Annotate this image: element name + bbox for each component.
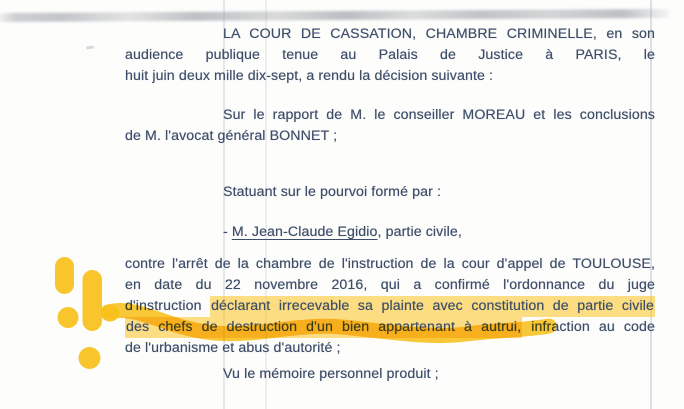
text-segment: audience publique tenue au Palais de Justice à PARIS, le (125, 47, 655, 63)
highlighted-text: déclarant irrecevable sa plainte avec constitution de partie civile (210, 296, 655, 317)
text-segment: LA COUR DE CASSATION, CHAMBRE CRIMINELLE, en son (223, 26, 655, 42)
marker-bar-icon (55, 257, 74, 294)
text-line (125, 105, 655, 126)
text-line (125, 296, 655, 317)
document-body (125, 24, 655, 385)
text-segment: Sur le rapport de M. le conseiller MOREAU et les conclusions (223, 107, 655, 123)
paragraph (125, 364, 655, 385)
paragraph (125, 24, 655, 87)
marker-swoosh-start-icon (101, 305, 120, 322)
text-segment: de l'urbanisme et abus d'autorité ; (125, 340, 341, 356)
text-line (125, 364, 655, 385)
text-segment: Statuant sur le pourvoi formé par : (223, 184, 441, 200)
text-line (125, 45, 655, 66)
text-segment: , partie civile, (377, 224, 462, 240)
paragraph (125, 222, 655, 243)
text-line (125, 222, 655, 243)
text-line (125, 182, 655, 203)
text-segment: infraction au code (522, 319, 656, 335)
text-segment: huit juin deux mille dix-sept, a rendu la décision suivante : (125, 68, 494, 84)
text-segment: contre l'arrêt de la chambre de l'instruction de la cour d'appel de TOULOUSE, (125, 256, 655, 272)
text-segment: en date du 22 novembre 2016, qui a confirmé l'ordonnance du juge (125, 277, 655, 293)
text-line (125, 254, 655, 275)
marker-dot-icon (79, 347, 101, 369)
text-line (125, 275, 655, 296)
marker-dot-icon (58, 307, 79, 328)
text-segment: de M. l'avocat général BONNET ; (125, 128, 338, 144)
text-line (125, 24, 655, 45)
text-segment: - (223, 224, 232, 240)
paragraph (125, 182, 655, 203)
underlined-text: M. Jean-Claude Egidio (231, 224, 378, 240)
text-segment: d'instruction (125, 298, 211, 314)
paragraph (125, 254, 655, 359)
text-segment: Vu le mémoire personnel produit ; (223, 366, 439, 382)
scan-smudge-band (0, 9, 670, 22)
marker-bar-icon (83, 270, 103, 331)
text-line (125, 126, 655, 147)
text-line (125, 338, 655, 359)
paragraph (125, 105, 655, 147)
text-line (125, 66, 655, 87)
scan-speck (86, 45, 94, 49)
highlighted-text: des chefs de destruction d'un bien appartenant à autrui, (125, 317, 522, 338)
text-line (125, 317, 655, 338)
